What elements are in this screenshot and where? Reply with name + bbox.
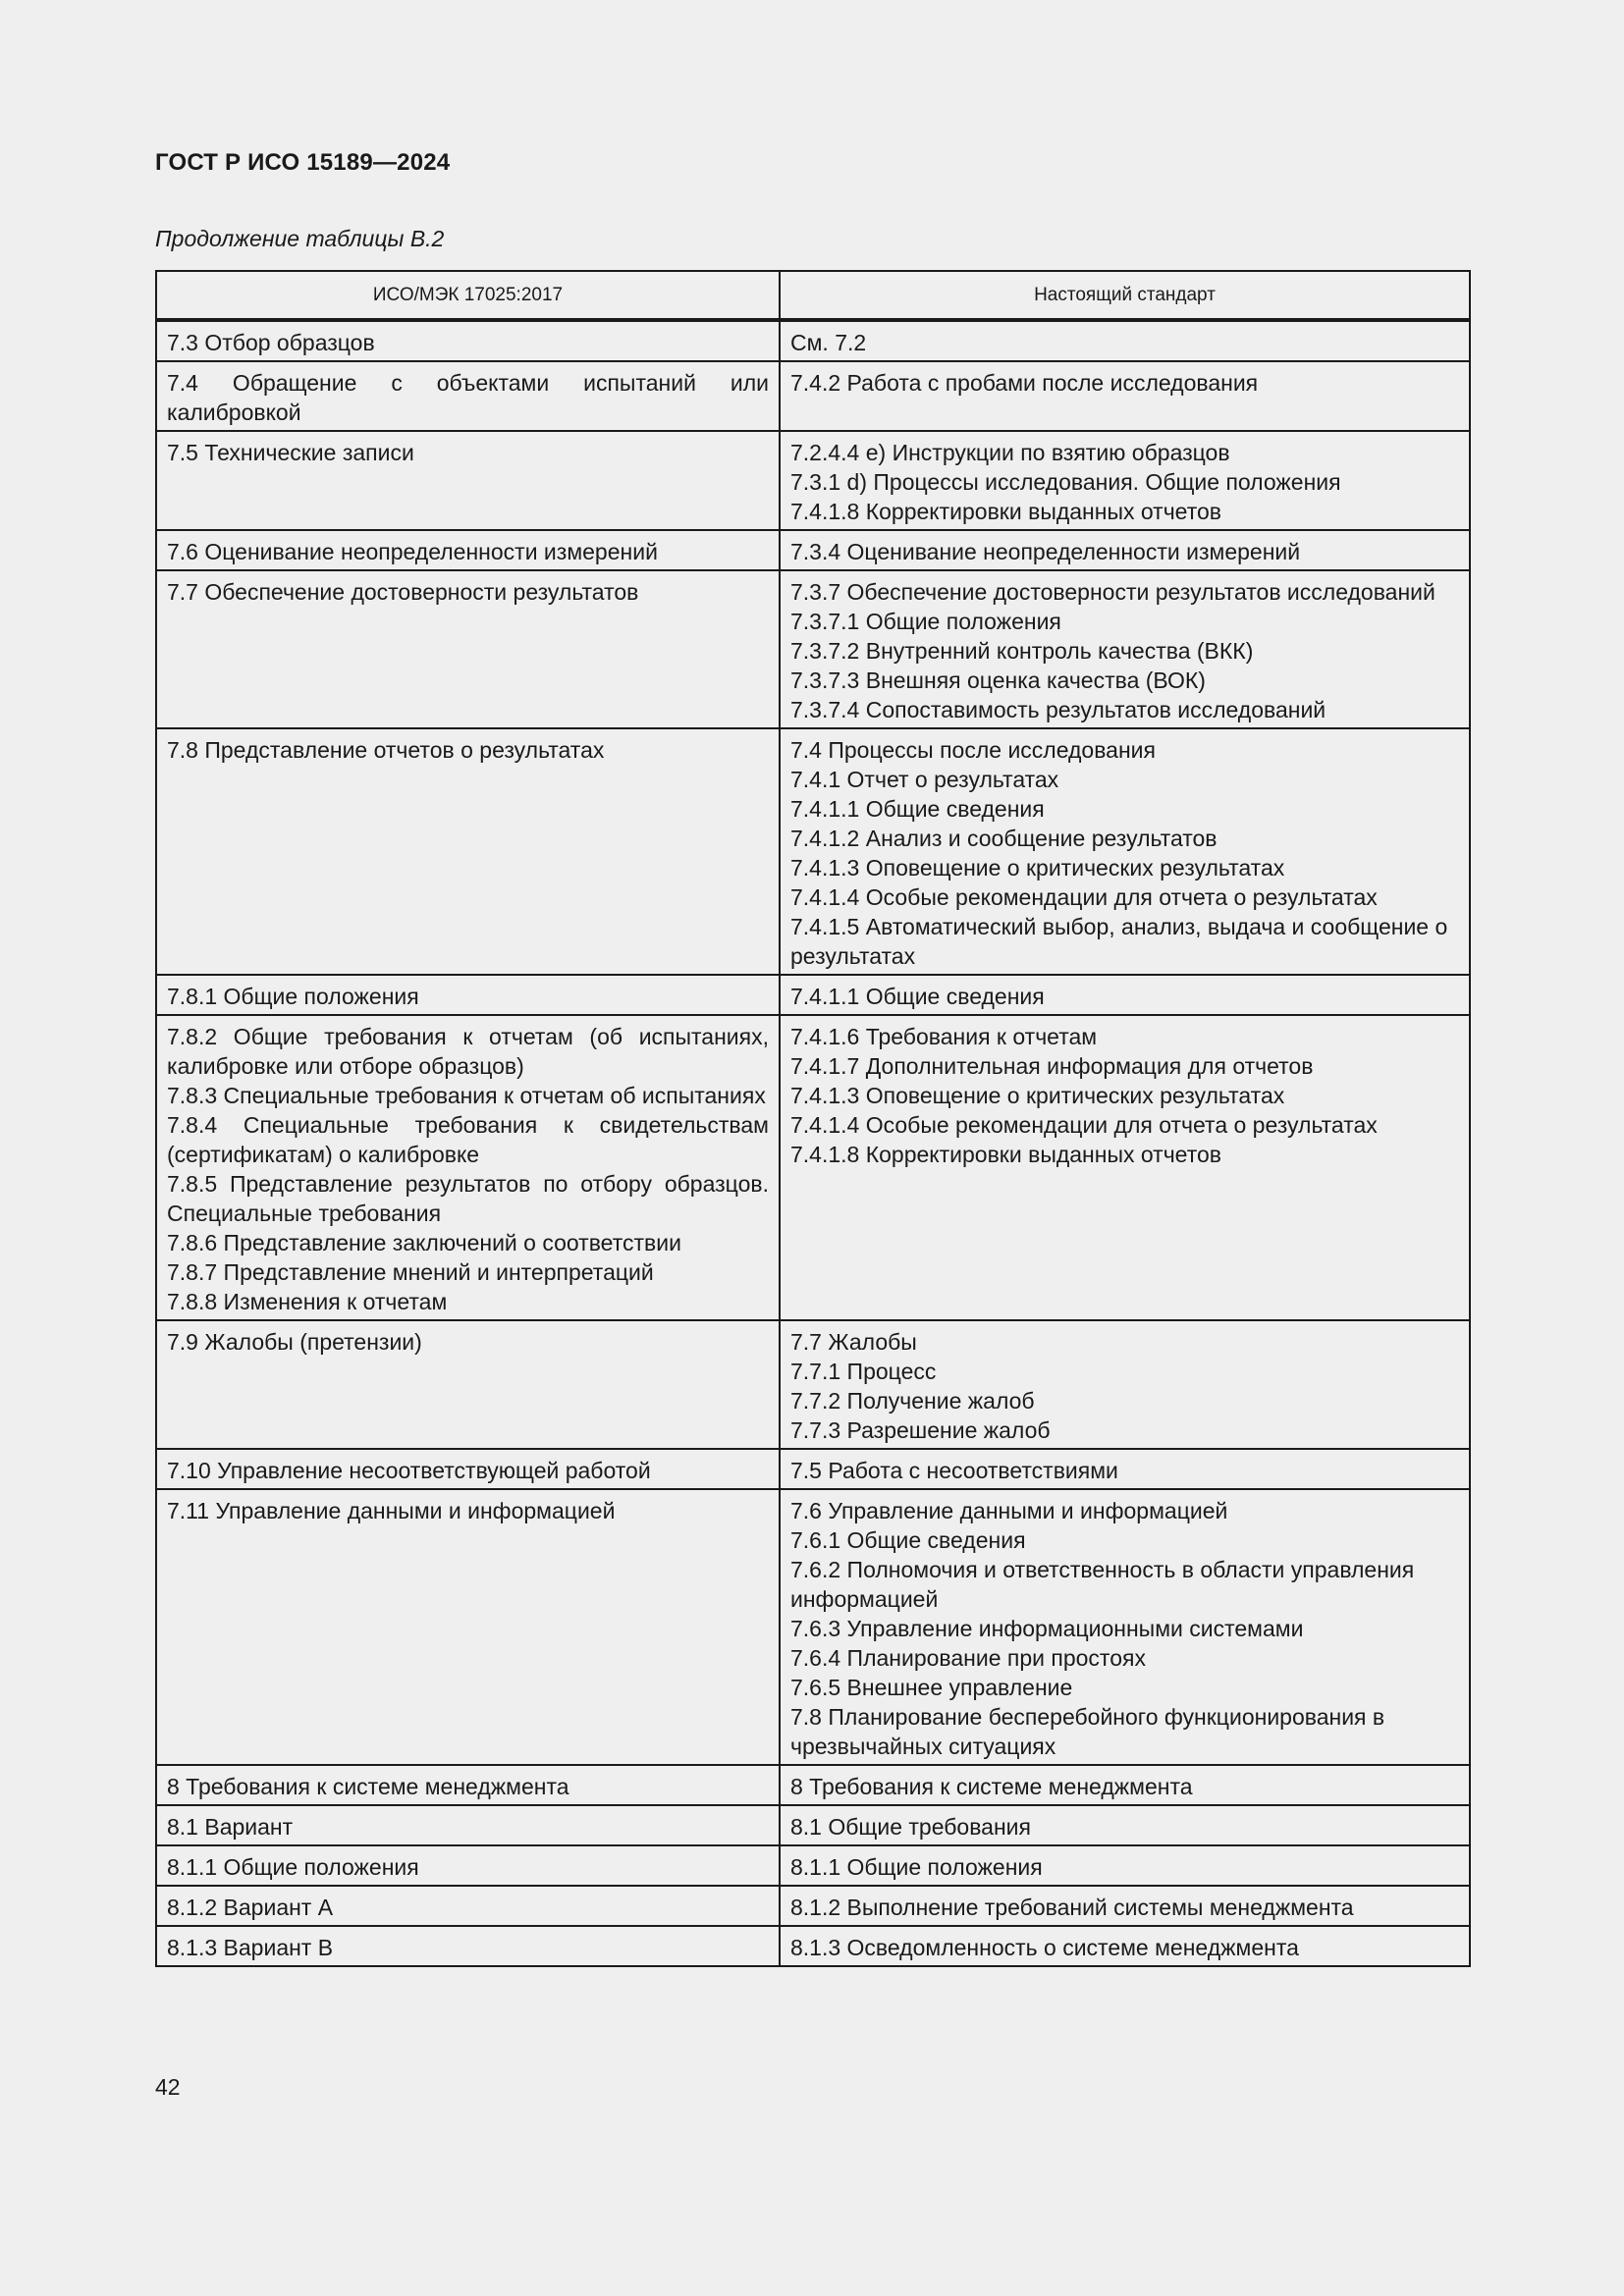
table-row [156, 431, 1470, 530]
table-row [156, 1886, 1470, 1926]
cell-line: 7.4.1.2 Анализ и сообщение результатов [790, 826, 1218, 851]
cell-line: 8.1.3 Осведомленность о системе менеджмента [790, 1935, 1299, 1960]
cell-line: 7.8.5 Представление результатов по отбору образцов. Специальные требования [167, 1171, 769, 1226]
cell-line: 7.3.7.1 Общие положения [790, 609, 1061, 634]
cell-line: 7.4.2 Работа с пробами после исследования [790, 370, 1259, 396]
standard-cell [780, 975, 1470, 1015]
standard-cell [780, 530, 1470, 570]
cell-line: 8.1 Общие требования [790, 1814, 1031, 1840]
cell-line: 7.8.2 Общие требования к отчетам (об испытаниях, калибровке или отборе образцов) [167, 1024, 769, 1079]
cell-line: 7.6.4 Планирование при простоях [790, 1645, 1146, 1671]
cell-line: 7.4.1.1 Общие сведения [790, 796, 1045, 822]
cell-line: 7.7.1 Процесс [790, 1359, 937, 1384]
standard-cell [780, 728, 1470, 975]
iso-17025-cell [156, 431, 780, 530]
cell-line: 8 Требования к системе менеджмента [167, 1774, 569, 1799]
cell-line: 7.3.4 Оценивание неопределенности измерений [790, 539, 1301, 564]
cell-line: 7.4.1 Отчет о результатах [790, 767, 1059, 792]
cell-line: 7.6.3 Управление информационными системами [790, 1616, 1304, 1641]
iso-17025-cell [156, 1845, 780, 1886]
iso-17025-cell [156, 361, 780, 431]
table-body [156, 320, 1470, 1966]
table-row [156, 975, 1470, 1015]
cell-line: 7.3.7 Обеспечение достоверности результатов исследований [790, 579, 1435, 605]
cell-line: 7.6.1 Общие сведения [790, 1527, 1026, 1553]
table-row [156, 1320, 1470, 1449]
table-row [156, 1845, 1470, 1886]
document-header: ГОСТ Р ИСО 15189—2024 [155, 149, 451, 176]
standard-cell [780, 570, 1470, 728]
cell-line: 7.9 Жалобы (претензии) [167, 1329, 422, 1355]
table-row [156, 570, 1470, 728]
cell-line: 7.8.1 Общие положения [167, 984, 419, 1009]
cell-line: См. 7.2 [790, 330, 867, 355]
cell-line: 7.10 Управление несоответствующей работой [167, 1458, 651, 1483]
standard-cell [780, 1449, 1470, 1489]
iso-17025-cell [156, 530, 780, 570]
cell-line: 7.2.4.4 e) Инструкции по взятию образцов [790, 440, 1230, 465]
cell-line: 7.6 Управление данными и информацией [790, 1498, 1228, 1523]
column-header-iso-iec-17025: ИСО/МЭК 17025:2017 [156, 271, 780, 320]
table-row [156, 1489, 1470, 1765]
cell-line: 7.3.7.4 Сопоставимость результатов исследований [790, 697, 1326, 722]
cell-line: 7.3.1 d) Процессы исследования. Общие положения [790, 469, 1341, 495]
cell-line: 7.6.2 Полномочия и ответственность в области управления информацией [790, 1557, 1415, 1612]
table-row [156, 1449, 1470, 1489]
iso-17025-cell [156, 728, 780, 975]
cell-line: 7.3 Отбор образцов [167, 330, 375, 355]
standard-cell [780, 1926, 1470, 1966]
standard-cell [780, 361, 1470, 431]
cell-line: 7.11 Управление данными и информацией [167, 1498, 616, 1523]
standard-cell [780, 1805, 1470, 1845]
table-row [156, 1015, 1470, 1320]
table-row [156, 1926, 1470, 1966]
iso-17025-cell [156, 1765, 780, 1805]
table-row [156, 530, 1470, 570]
cell-line: 7.4.1.8 Корректировки выданных отчетов [790, 1142, 1221, 1167]
standard-cell [780, 1015, 1470, 1320]
table-row [156, 320, 1470, 361]
table-header-row [156, 271, 1470, 320]
cell-line: 7.4 Процессы после исследования [790, 737, 1156, 763]
cell-line: 7.8.4 Специальные требования к свидетельствам (сертификатам) о калибровке [167, 1112, 769, 1167]
cell-line: 7.3.7.2 Внутренний контроль качества (ВКК) [790, 638, 1254, 664]
cell-line: 8.1.3 Вариант В [167, 1935, 334, 1960]
table-row [156, 1805, 1470, 1845]
cell-line: 7.4.1.4 Особые рекомендации для отчета о результатах [790, 1112, 1378, 1138]
cell-line: 7.6.5 Внешнее управление [790, 1675, 1073, 1700]
cell-line: 7.7 Жалобы [790, 1329, 917, 1355]
cell-line: 8.1.2 Выполнение требований системы менеджмента [790, 1895, 1354, 1920]
cell-line: 7.4.1.3 Оповещение о критических результатах [790, 1083, 1285, 1108]
cell-line: 8.1 Вариант [167, 1814, 294, 1840]
cell-line: 8.1.2 Вариант А [167, 1895, 334, 1920]
cell-line: 7.8.7 Представление мнений и интерпретаций [167, 1259, 654, 1285]
cell-line: 7.3.7.3 Внешняя оценка качества (ВОК) [790, 667, 1206, 693]
cell-line: 7.8.6 Представление заключений о соответствии [167, 1230, 681, 1255]
cell-line: 7.5 Работа с несоответствиями [790, 1458, 1118, 1483]
cell-line: 7.6 Оценивание неопределенности измерений [167, 539, 658, 564]
iso-17025-cell [156, 1926, 780, 1966]
table-row [156, 728, 1470, 975]
cell-line: 7.7.2 Получение жалоб [790, 1388, 1035, 1414]
cell-line: 8 Требования к системе менеджмента [790, 1774, 1193, 1799]
table-row [156, 1765, 1470, 1805]
standard-cell [780, 1886, 1470, 1926]
table-caption: Продолжение таблицы В.2 [155, 226, 445, 251]
cell-line: 7.7 Обеспечение достоверности результатов [167, 579, 639, 605]
cell-line: 7.8.8 Изменения к отчетам [167, 1289, 448, 1314]
standard-cell [780, 1845, 1470, 1886]
cell-line: 7.7.3 Разрешение жалоб [790, 1417, 1051, 1443]
standard-cell [780, 320, 1470, 361]
cell-line: 7.4 Обращение с объектами испытаний или калибровкой [167, 370, 769, 425]
cell-line: 7.4.1.7 Дополнительная информация для отчетов [790, 1053, 1314, 1079]
cell-line: 7.8 Представление отчетов о результатах [167, 737, 605, 763]
standard-cell [780, 1320, 1470, 1449]
iso-17025-cell [156, 1320, 780, 1449]
column-header-this-standard: Настоящий стандарт [780, 271, 1470, 320]
cell-line: 8.1.1 Общие положения [167, 1854, 419, 1880]
iso-17025-cell [156, 1015, 780, 1320]
iso-17025-cell [156, 570, 780, 728]
cell-line: 7.4.1.8 Корректировки выданных отчетов [790, 499, 1221, 524]
iso-17025-cell [156, 1886, 780, 1926]
iso-17025-cell [156, 1805, 780, 1845]
cell-line: 8.1.1 Общие положения [790, 1854, 1043, 1880]
cell-line: 7.8 Планирование бесперебойного функционирования в чрезвычайных ситуациях [790, 1704, 1385, 1759]
cell-line: 7.4.1.6 Требования к отчетам [790, 1024, 1098, 1049]
standard-cell [780, 1489, 1470, 1765]
table-row [156, 361, 1470, 431]
iso-17025-cell [156, 975, 780, 1015]
cell-line: 7.4.1.5 Автоматический выбор, анализ, выдача и сообщение о результатах [790, 914, 1448, 969]
cell-line: 7.4.1.1 Общие сведения [790, 984, 1045, 1009]
iso-17025-cell [156, 1449, 780, 1489]
cell-line: 7.4.1.3 Оповещение о критических результатах [790, 855, 1285, 881]
cell-line: 7.5 Технические записи [167, 440, 414, 465]
cell-line: 7.8.3 Специальные требования к отчетам об испытаниях [167, 1083, 766, 1108]
page-number: 42 [155, 2074, 181, 2100]
comparison-table [155, 270, 1471, 1967]
iso-17025-cell [156, 320, 780, 361]
iso-17025-cell [156, 1489, 780, 1765]
standard-cell [780, 1765, 1470, 1805]
cell-line: 7.4.1.4 Особые рекомендации для отчета о результатах [790, 884, 1378, 910]
standard-cell [780, 431, 1470, 530]
